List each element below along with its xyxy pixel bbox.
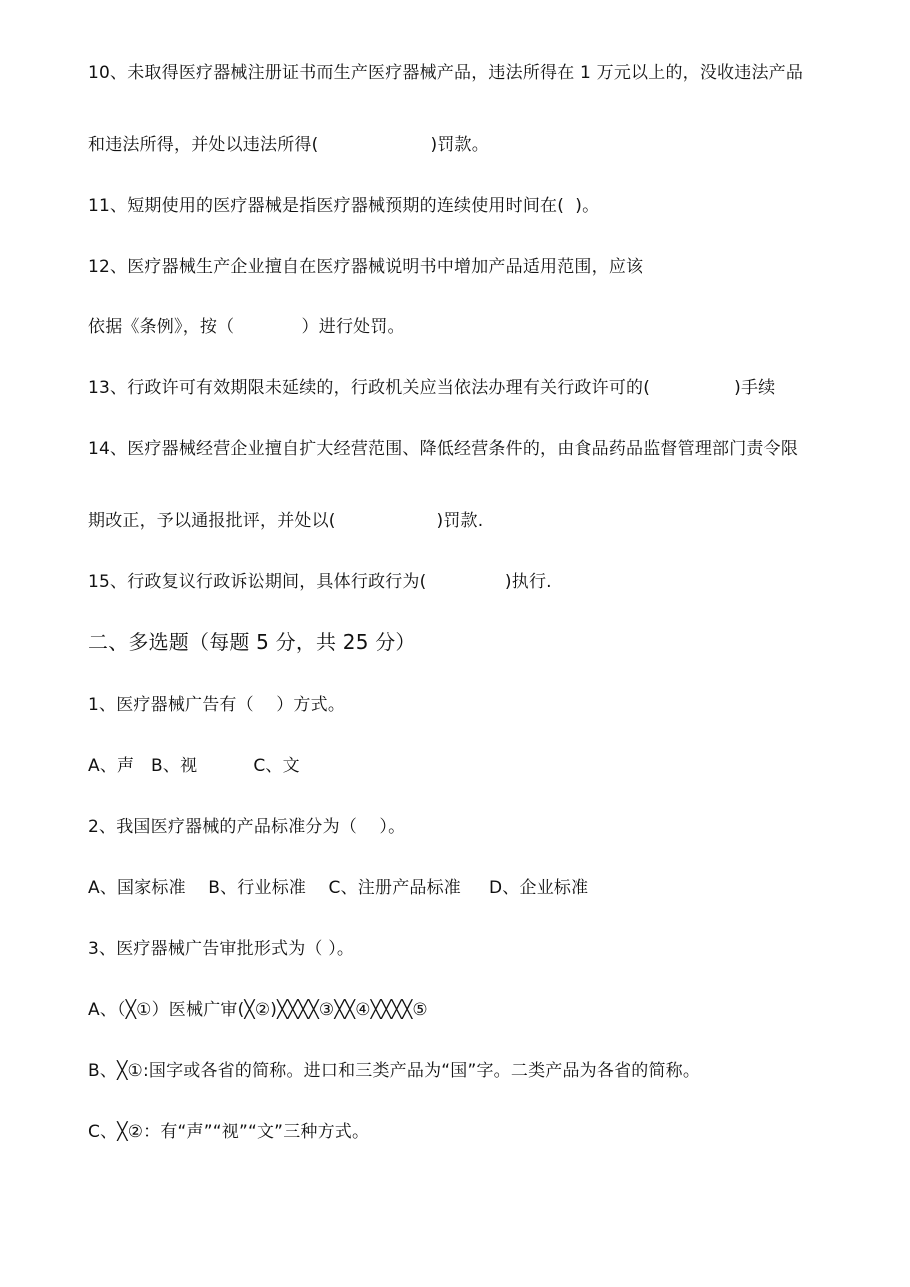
question-15: 15、行政复议行政诉讼期间，具体行政行为( )执行.	[88, 572, 552, 592]
question-12-line-2: 依据《条例》，按（ ）进行处罚。	[88, 317, 405, 337]
question-14-line-2: 期改正，予以通报批评，并处以( )罚款.	[88, 511, 484, 531]
question-10-line-1: 10、未取得医疗器械注册证书而生产医疗器械产品，违法所得在 1 万元以上的，没收违法产品	[88, 63, 804, 83]
question-14-line-1: 14、医疗器械经营企业擅自扩大经营范围、降低经营条件的，由食品药品监督管理部门责令限	[88, 439, 799, 459]
question-10-line-2: 和违法所得，并处以违法所得( )罚款。	[88, 135, 489, 155]
mc-question-3-option-a: A、（╳①）医械广审(╳②)╳╳╳╳③╳╳④╳╳╳╳⑤	[88, 1000, 428, 1020]
mc-question-2-options: A、国家标准 B、行业标准 C、注册产品标准 D、企业标准	[88, 878, 589, 898]
section-heading: 二、多选题（每题 5 分，共 25 分）	[88, 630, 416, 654]
mc-question-3-option-b: B、╳①:国字或各省的简称。进口和三类产品为“国”字。二类产品为各省的简称。	[88, 1061, 701, 1081]
mc-question-1-options: A、声 B、视 C、文	[88, 756, 300, 776]
mc-question-1: 1、医疗器械广告有（ ）方式。	[88, 695, 346, 715]
question-12-line-1: 12、医疗器械生产企业擅自在医疗器械说明书中增加产品适用范围，应该	[88, 257, 644, 277]
mc-question-3: 3、医疗器械广告审批形式为（ ）。	[88, 939, 355, 959]
question-11: 11、短期使用的医疗器械是指医疗器械预期的连续使用时间在( )。	[88, 196, 600, 216]
mc-question-3-option-c: C、╳②：有“声”“视”“文”三种方式。	[88, 1122, 370, 1142]
mc-question-2: 2、我国医疗器械的产品标准分为（ ）。	[88, 817, 406, 837]
question-13: 13、行政许可有效期限未延续的，行政机关应当依法办理有关行政许可的( )手续	[88, 378, 776, 398]
